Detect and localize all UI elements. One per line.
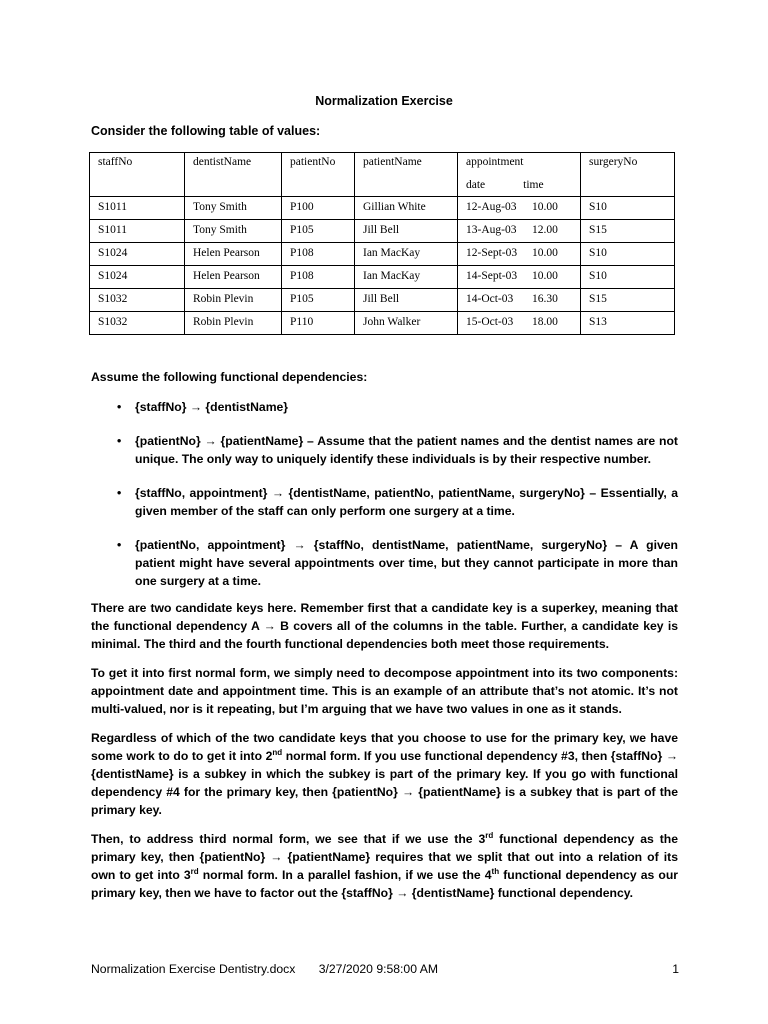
table-row: S1011 Tony Smith P100 Gillian White 12-Aug-03 10.00 S10 xyxy=(90,197,675,220)
header-patientname: patientName xyxy=(355,153,458,197)
paragraph-third-normal-form: Then, to address third normal form, we see that if we use the 3rd functional dependency as the primary key, then {patientNo} → {patientName} requires that we split that out into a relation of its own to get into 3rd normal form. In a parallel fashion, if we use the 4th functional dependency as our primary key, then we have to factor out the {staffNo} → {dentistName} functional dependency. xyxy=(91,830,679,900)
list-item: • {patientNo, appointment} → {staffNo, dentistName, patientName, surgeryNo} – A given patient might have several appointments over time, but they cannot participate in more than one surgery at a time. xyxy=(117,538,678,588)
bullet-icon: • xyxy=(117,538,122,552)
list-item: • {staffNo} → {dentistName} xyxy=(117,400,289,414)
header-time: time xyxy=(523,179,544,191)
table-row: S1032 Robin Plevin P105 Jill Bell 14-Oct-03 16.30 S15 xyxy=(90,289,675,312)
table-row: S1024 Helen Pearson P108 Ian MacKay 14-Sept-03 10.00 S10 xyxy=(90,266,675,289)
header-patientno: patientNo xyxy=(282,153,355,197)
intro-text: Consider the following table of values: xyxy=(91,124,321,138)
footer-timestamp: 3/27/2020 9:58:00 AM xyxy=(318,962,438,976)
header-dentistname: dentistName xyxy=(185,153,282,197)
list-item: • {staffNo, appointment} → {dentistName, patientNo, patientName, surgeryNo} – Essentially, a given member of the staff can only perform one surgery at a time. xyxy=(117,486,678,518)
page-footer xyxy=(91,962,679,976)
dependency-list xyxy=(91,398,678,590)
header-appointment: appointment date time xyxy=(458,153,581,197)
paragraph-first-normal-form: To get it into first normal form, we simply need to decompose appointment into its two components: appointment date and appointment time. This is an example of an attribute that’s not atomic. It’s not multi-valued, nor is it repeating, but I’m arguing that we have two values in one as it stands. xyxy=(91,666,678,716)
paragraph-candidate-keys: There are two candidate keys here. Remember first that a candidate key is a superkey, meaning that the functional dependency A → B covers all of the columns in the table. Further, a candidate key is minimal. The third and the fourth functional dependencies both meet those requirements. xyxy=(91,601,678,651)
bullet-icon: • xyxy=(117,400,122,414)
bullet-icon: • xyxy=(117,434,122,448)
header-staffno: staffNo xyxy=(90,153,185,197)
table-row: S1032 Robin Plevin P110 John Walker 15-Oct-03 18.00 S13 xyxy=(90,312,675,335)
page-title: Normalization Exercise xyxy=(315,94,453,108)
data-table xyxy=(89,152,675,335)
table-header-row xyxy=(90,153,675,197)
table-row: S1024 Helen Pearson P108 Ian MacKay 12-Sept-03 10.00 S10 xyxy=(90,243,675,266)
body-content xyxy=(91,368,678,913)
header-surgeryno: surgeryNo xyxy=(581,153,675,197)
table-row: S1011 Tony Smith P105 Jill Bell 13-Aug-03 12.00 S15 xyxy=(90,220,675,243)
paragraph-second-normal-form: Regardless of which of the two candidate keys that you choose to use for the primary key, we have some work to do to get it into 2nd normal form. If you use functional dependency #3, then {staffNo} → {dentistName} is a subkey in which the subkey is part of the primary key. If you go with functional dependency #4 for the primary key, then {patientNo} → {patientName} is a subkey that is part of the primary key. xyxy=(91,731,679,817)
header-date: date xyxy=(466,179,486,191)
footer-filename: Normalization Exercise Dentistry.docx xyxy=(91,962,296,976)
assume-heading: Assume the following functional dependencies: xyxy=(91,370,368,384)
page-number: 1 xyxy=(672,962,679,976)
list-item: • {patientNo} → {patientName} – Assume that the patient names and the dentist names are not unique. The only way to uniquely identify these individuals is by their respective number. xyxy=(117,434,678,466)
bullet-icon: • xyxy=(117,486,122,500)
